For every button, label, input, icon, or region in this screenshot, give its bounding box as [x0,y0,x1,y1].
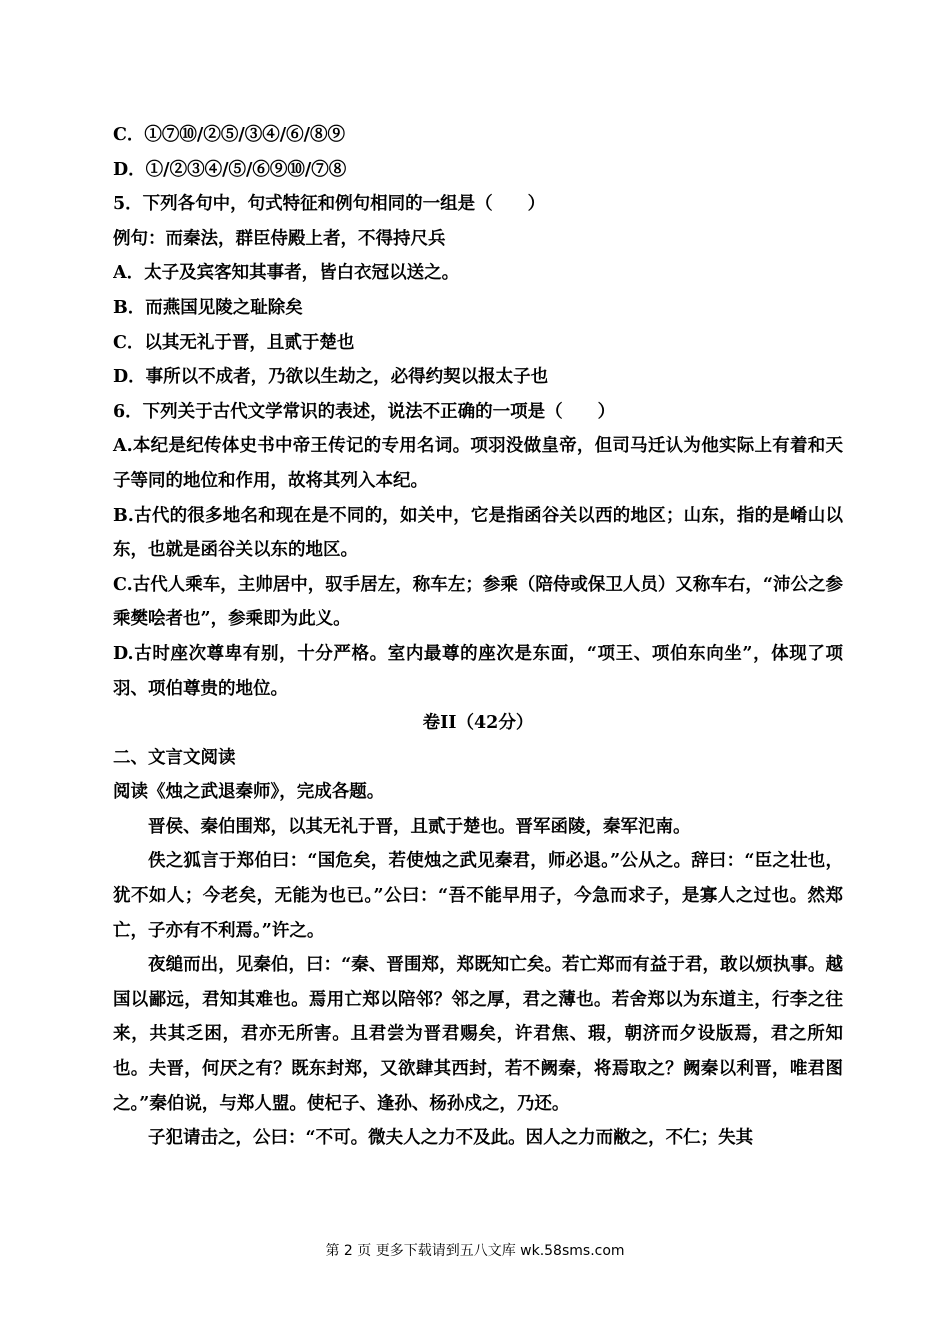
q5-option-a: A．太子及宾客知其事者，皆白衣冠以送之。 [113,263,460,284]
q5-option-b: B．而燕国见陵之耻除矣 [113,297,303,318]
page-content [113,118,843,1156]
passage-paragraph-4: 子犯请击之，公曰：“不可。微夫人之力不及此。因人之力而敝之，不仁；失其 [148,1128,754,1149]
q5-option-c: C．以其无礼于晋，且贰于楚也 [113,332,355,353]
q5-stem: 5．下列各句中，句式特征和例句相同的一组是（ ） [113,194,546,215]
section-heading: 二、文言文阅读 [113,747,236,768]
passage-paragraph-1: 晋侯、秦伯围郑，以其无礼于晋，且贰于楚也。晋军函陵，秦军氾南。 [148,816,691,837]
q4-option-d: D．①/②③④/⑤/⑥⑨⑩/⑦⑧ [113,159,347,180]
q6-option-c: C.古代人乘车，主帅居中，驭手居左，称车左；参乘（陪侍或保卫人员）又称车右，“沛公之参乘樊哙者也”，参乘即为此义。 [113,574,843,630]
q5-option-d: D．事所以不成者，乃欲以生劫之，必得约契以报太子也 [113,367,549,388]
q5-example: 例句：而秦法，群臣侍殿上者，不得持尺兵 [113,228,446,249]
q6-option-a: A.本纪是纪传体史书中帝王传记的专用名词。项羽没做皇帝，但司马迁认为他实际上有着和天子等同的地位和作用，故将其列入本纪。 [113,436,843,491]
q4-option-c: C．①⑦⑩/②⑤/③④/⑥/⑧⑨ [113,125,345,145]
passage-paragraph-2: 佚之狐言于郑伯曰：“国危矣，若使烛之武见秦君，师必退。”公从之。辞曰：“臣之壮也，犹不如人；今老矣，无能为也已。”公曰：“吾不能早用子，今急而求子，是寡人之过也。然郑亡，子亦有不利焉。”许之。 [113,851,843,941]
q6-option-d: D.古时座次尊卑有别，十分严格。室内最尊的座次是东面，“项王、项伯东向坐”，体现了项羽、项伯尊贵的地位。 [113,643,843,699]
q6-option-b: B.古代的很多地名和现在是不同的，如关中，它是指函谷关以西的地区；山东，指的是崤山以东，也就是函谷关以东的地区。 [113,505,843,561]
reading-instruction: 阅读《烛之武退秦师》，完成各题。 [113,782,385,803]
page-footer: 第 2 页 更多下载请到五八文库 wk.58sms.com [325,1243,625,1259]
passage-paragraph-3: 夜缒而出，见秦伯，曰：“秦、晋围郑，郑既知亡矣。若亡郑而有益于君，敢以烦执事。越国以鄙远，君知其难也。焉用亡郑以陪邻？邻之厚，君之薄也。若舍郑以为东道主，行李之往来，共其乏困，君亦无所害。且君尝为晋君赐矣，许君焦、瑕，朝济而夕设版焉，君之所知也。夫晋，何厌之有？既东封郑，又欲肆其西封，若不阙秦，将焉取之？阙秦以利晋，唯君图之。”秦伯说，与郑人盟。使杞子、逢孙、杨孙戍之，乃还。 [113,955,843,1114]
q6-stem: 6．下列关于古代文学常识的表述，说法不正确的一项是（ ） [113,401,616,422]
volume-title: 卷II（42分） [422,713,534,734]
